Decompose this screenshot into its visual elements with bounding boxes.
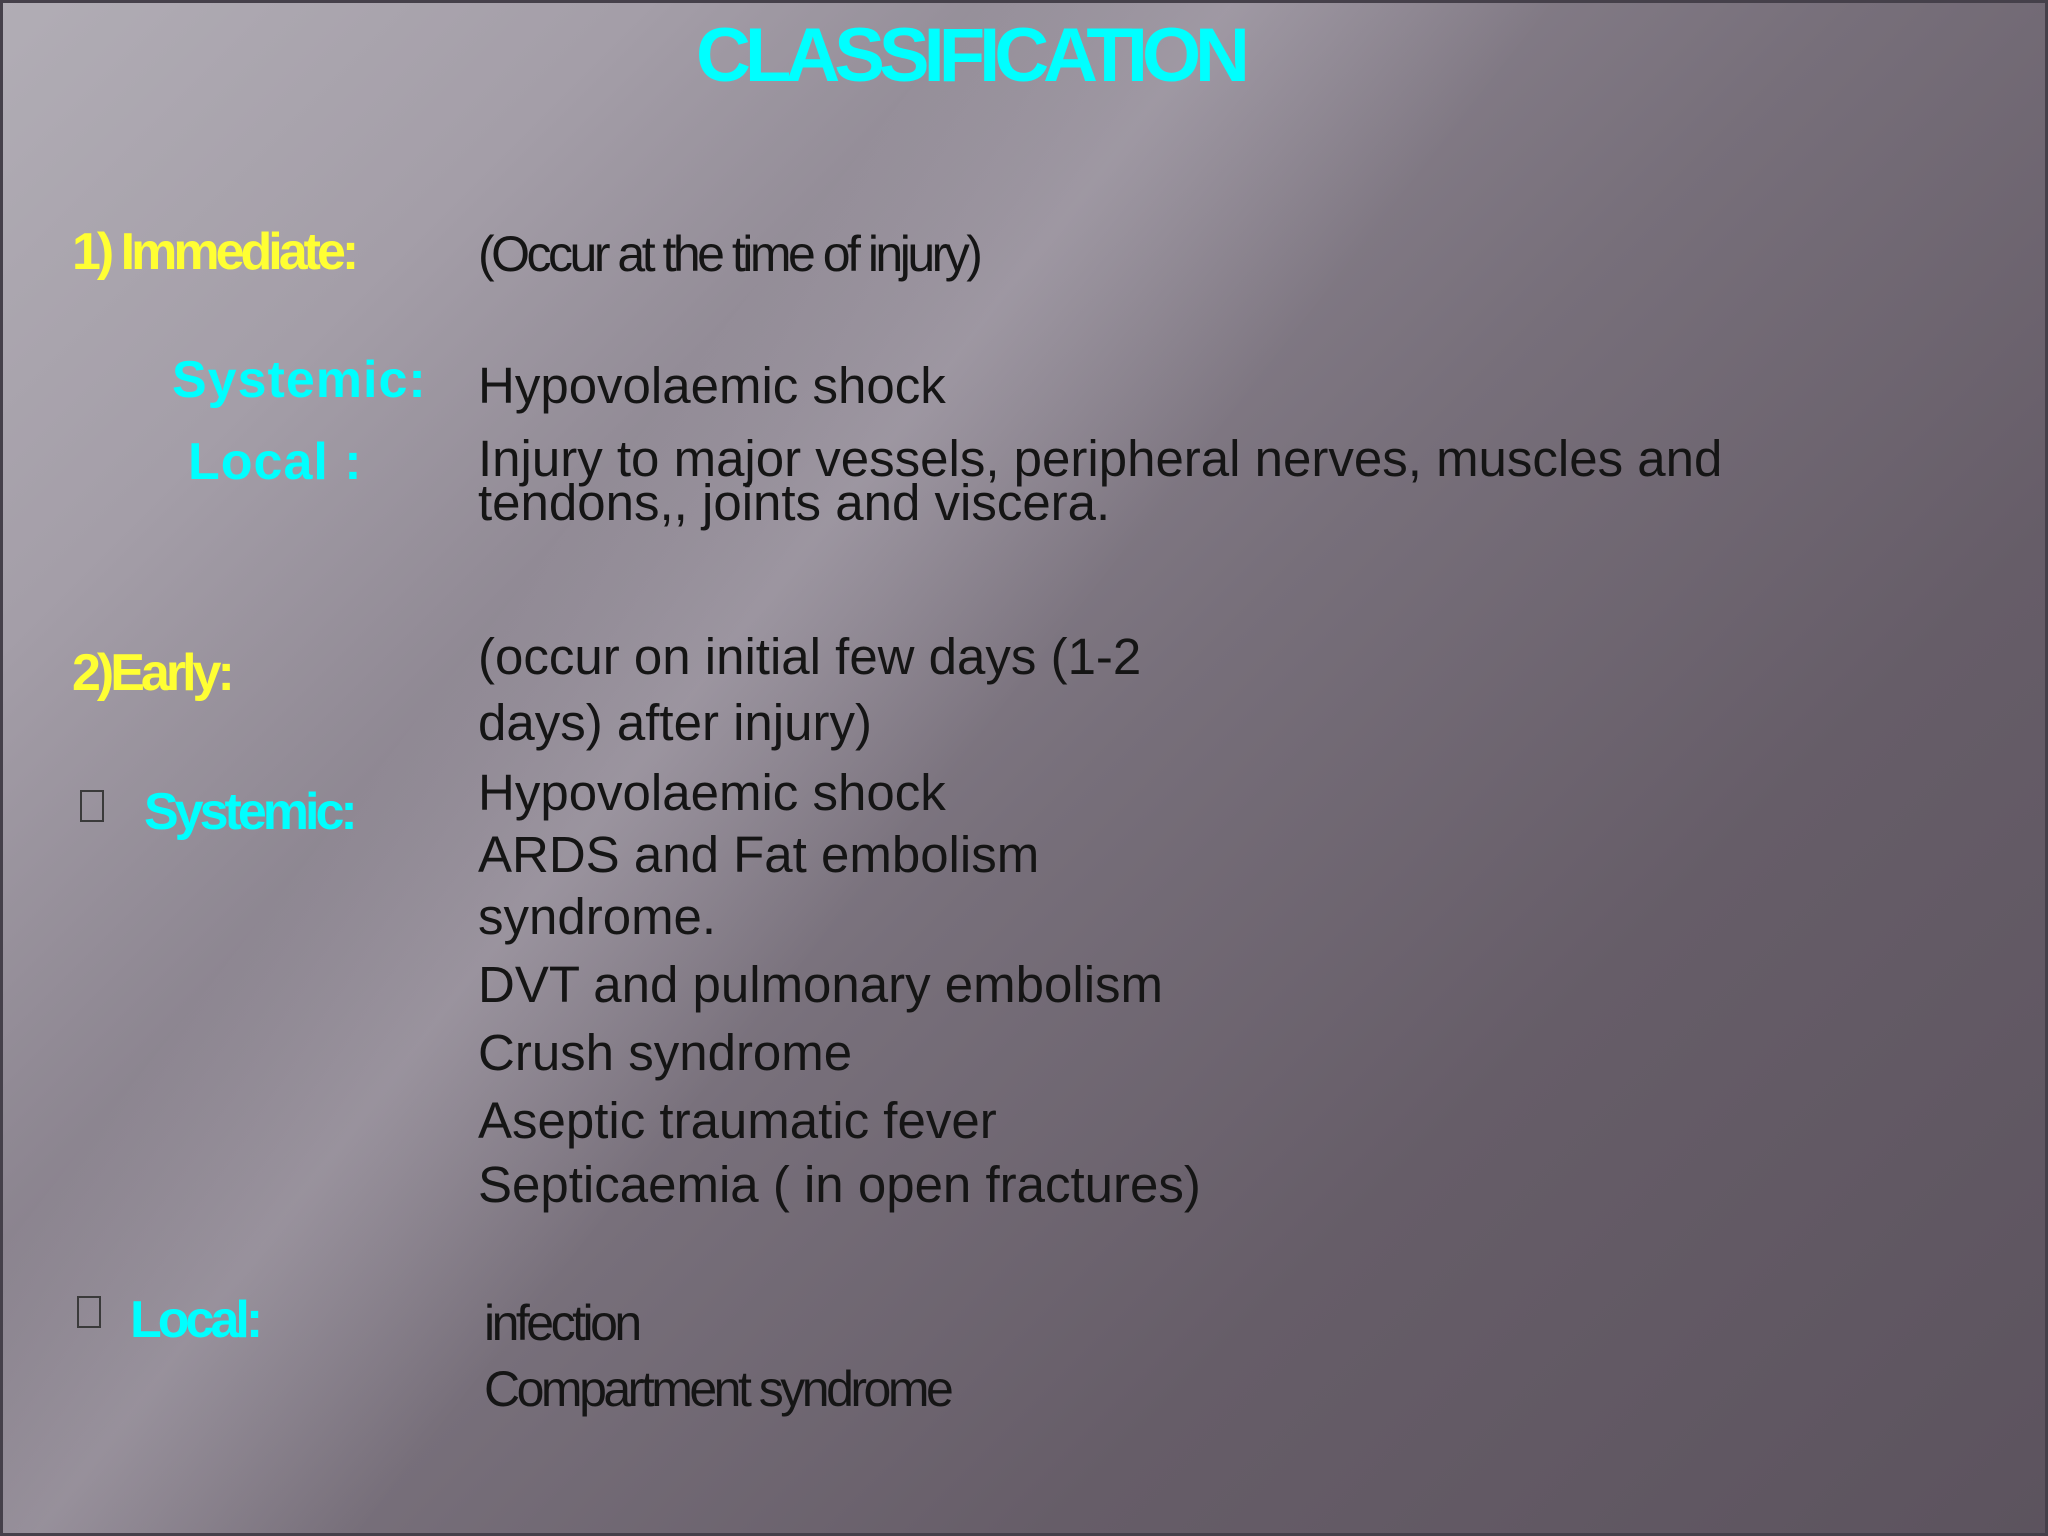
early-note	[478, 624, 1141, 756]
early-systemic-item: Hypovolaemic shock	[478, 764, 946, 821]
early-systemic-list	[478, 760, 1201, 1216]
immediate-heading: 1) Immediate:	[72, 223, 356, 281]
immediate-systemic-label: Systemic:	[172, 351, 427, 409]
immediate-note: (Occur at the time of injury)	[478, 226, 980, 282]
early-systemic-item: Aseptic traumatic fever	[478, 1092, 997, 1149]
bullet-box-icon	[77, 1296, 101, 1328]
early-local-label: Local:	[130, 1291, 260, 1349]
early-systemic-item: Crush syndrome	[478, 1024, 853, 1081]
early-note-line: (occur on initial few days (1-2	[478, 628, 1142, 685]
immediate-local-line: Injury to major vessels, peripheral nerves, muscles and	[478, 430, 1723, 487]
immediate-local-label: Local :	[188, 433, 363, 491]
early-systemic-item: syndrome.	[478, 888, 717, 945]
slide-title: CLASSIFICATION	[696, 13, 1244, 98]
early-local-item: infection	[484, 1295, 639, 1351]
early-systemic-item: DVT and pulmonary embolism	[478, 956, 1164, 1013]
early-systemic-label: Systemic:	[144, 783, 354, 841]
early-systemic-item: Septicaemia ( in open fractures)	[478, 1156, 1201, 1213]
immediate-systemic-text: Hypovolaemic shock	[478, 357, 946, 414]
bullet-box-icon	[80, 790, 104, 822]
early-systemic-item: ARDS and Fat embolism	[478, 826, 1040, 883]
early-local-list	[484, 1290, 950, 1422]
early-local-item: Compartment syndrome	[484, 1361, 951, 1417]
immediate-local-line: tendons,, joints and viscera.	[478, 474, 1111, 531]
early-note-line: days) after injury)	[478, 694, 872, 751]
early-heading: 2)Early:	[72, 644, 231, 702]
immediate-local-text	[478, 430, 1723, 531]
